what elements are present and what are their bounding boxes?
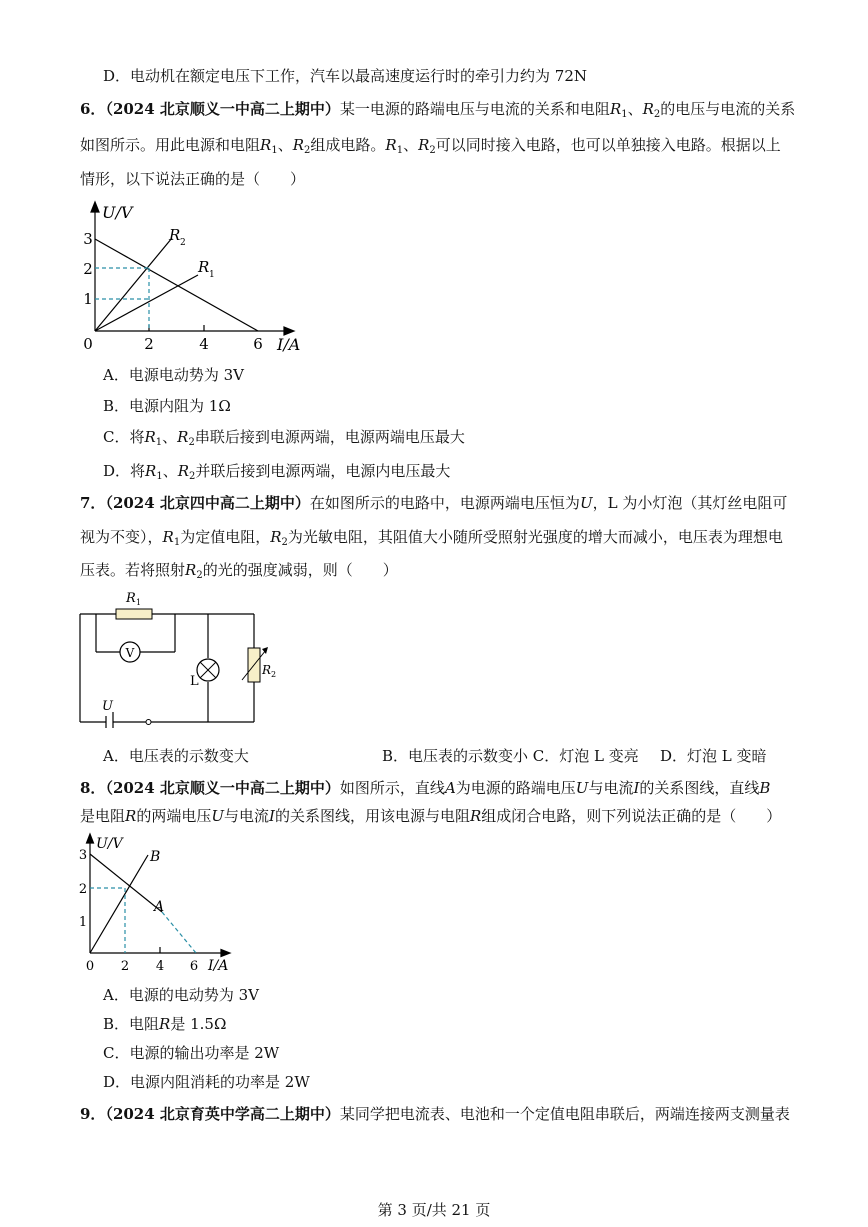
- q6-y-tick-1: 1: [83, 290, 93, 308]
- q6-option-d-text: 并联后接到电源两端，电源内电压最大: [195, 462, 451, 480]
- sym-r: R: [162, 528, 174, 546]
- q6-r2-line: [95, 238, 172, 331]
- q7-text: 在如图所示的电路中，电源两端电压恒为: [309, 494, 580, 512]
- sym-r: R: [270, 528, 282, 546]
- q6-line-1: [80, 99, 795, 125]
- sym-r: R: [125, 807, 137, 825]
- sym-sub: 1: [173, 537, 181, 548]
- q8-option-c[interactable]: C．电源的输出功率是 2W: [103, 1044, 280, 1062]
- sym-sub: 1: [155, 437, 163, 448]
- q7-text: ，L 为小灯泡（其灯丝电阻可: [592, 494, 788, 512]
- sym-r: R: [469, 807, 482, 825]
- q8-option-a[interactable]: A．电源的电动势为 3V: [103, 986, 259, 1004]
- circuit-label-l: L: [190, 674, 199, 689]
- q8-x-tick-2: 2: [120, 959, 130, 974]
- sym-r: R: [177, 462, 190, 480]
- circuit-label-u: U: [102, 699, 113, 714]
- q6-x-label: I/A: [277, 335, 301, 354]
- q8-text: 组成闭合电路，则下列说法正确的是（ ）: [481, 807, 782, 825]
- q6-source: （2024 北京顺义一中高二上期中）: [105, 100, 340, 118]
- q6-option-d[interactable]: [103, 461, 450, 487]
- switch-icon: [146, 720, 151, 725]
- q8-origin: 0: [85, 959, 95, 974]
- q8-x-label: I/A: [208, 958, 229, 974]
- q6-y-tick-2: 2: [83, 260, 93, 278]
- q8-line-1: [80, 778, 770, 798]
- q7-option-d[interactable]: D．灯泡 L 变暗: [660, 747, 767, 765]
- q8-label-b: B: [150, 849, 161, 865]
- q6-label-r1-sub: 1: [209, 270, 215, 280]
- q8-y-tick-3: 3: [78, 848, 88, 863]
- q6-text: 某一电源的路端电压与电流的关系和电阻: [339, 100, 610, 118]
- circuit-label-r1-sub: 1: [136, 598, 142, 607]
- q8-text: 的关系图线，用该电源与电阻: [274, 807, 470, 825]
- q7-text: 为定值电阻，: [180, 528, 271, 546]
- circuit-label-r1: R: [126, 591, 136, 606]
- q9-line-1: [80, 1104, 790, 1124]
- sym-sub: 2: [188, 437, 195, 448]
- q7-line-1: [80, 493, 787, 513]
- q8-y-tick-2: 2: [78, 882, 88, 897]
- sym-a: A: [444, 779, 456, 797]
- q7-text: 视为不变），: [80, 528, 163, 546]
- q6-label-r2: R: [169, 226, 181, 244]
- q6-label-r2-sub: 2: [180, 238, 186, 248]
- q8-source: （2024 北京顺义一中高二上期中）: [105, 779, 340, 797]
- q6-option-c-text: 串联后接到电源两端，电源两端电压最大: [194, 428, 465, 446]
- q6-origin: 0: [83, 335, 93, 353]
- sym-sep: 、: [627, 100, 643, 118]
- q7-text: 的光的强度减弱，则（ ）: [202, 561, 398, 579]
- sym-r: R: [185, 561, 197, 579]
- q8-y-arrow: [87, 834, 94, 843]
- q8-text: 为电源的路端电压: [455, 779, 576, 797]
- q8-ui-graph: [74, 830, 244, 976]
- sym-r: R: [177, 428, 189, 446]
- sym-sub: 1: [621, 109, 628, 120]
- q6-x-tick-6: 6: [253, 335, 263, 353]
- sym-sep: 、: [162, 462, 178, 480]
- q7-source: （2024 北京四中高二上期中）: [105, 494, 310, 512]
- sym-r: R: [145, 462, 157, 480]
- sym-u: U: [579, 494, 593, 512]
- q8-y-label: U/V: [96, 836, 123, 852]
- q6-line-3: 情形，以下说法正确的是（ ）: [80, 170, 306, 188]
- page-footer: 第 3 页/共 21 页: [377, 1201, 491, 1219]
- q6-option-d-text: D．将: [103, 462, 146, 480]
- q9-text: 某同学把电流表、电池和一个定值电阻串联后，两端连接两支测量表: [339, 1105, 790, 1123]
- q8-label-a: A: [154, 899, 165, 915]
- q6-option-b[interactable]: B．电源内阻为 1Ω: [103, 397, 231, 415]
- q7-line-3: [80, 560, 398, 586]
- q8-option-b-text: 是 1.5Ω: [170, 1015, 227, 1033]
- q6-x-tick-2: 2: [144, 335, 154, 353]
- sym-sep: 、: [403, 136, 419, 154]
- circuit-label-v: V: [125, 646, 135, 660]
- q9-number: 9．: [80, 1105, 106, 1123]
- q8-option-d[interactable]: D．电源内阻消耗的功率是 2W: [103, 1073, 310, 1091]
- q8-x-tick-6: 6: [189, 959, 199, 974]
- q8-x-tick-4: 4: [155, 959, 165, 974]
- q6-ui-graph: [80, 196, 320, 358]
- r1-resistor: [116, 609, 152, 619]
- sym-r: R: [642, 100, 654, 118]
- sym-sub: 2: [653, 109, 661, 120]
- q7-line-2: [80, 527, 783, 553]
- q6-text: 组成电路。: [310, 136, 386, 154]
- q6-label-r1: R: [198, 258, 210, 276]
- sym-r: R: [159, 1015, 171, 1033]
- sym-r: R: [418, 136, 430, 154]
- q6-x-tick-4: 4: [199, 335, 209, 353]
- photoresistor-arrowhead: [262, 647, 268, 654]
- sym-r: R: [144, 428, 156, 446]
- q8-line-a-extension: [162, 912, 196, 953]
- sym-i: I: [269, 807, 275, 825]
- q6-option-c[interactable]: [103, 427, 465, 453]
- q7-text: 压表。若将照射: [80, 561, 186, 579]
- circuit-label-r2: R: [262, 663, 272, 677]
- q6-line-2: [80, 135, 781, 161]
- sym-r: R: [385, 136, 397, 154]
- sym-sub: 1: [271, 145, 278, 156]
- q8-option-b[interactable]: [103, 1014, 226, 1034]
- q6-y-label: U/V: [102, 203, 133, 222]
- q6-text: 如图所示。用此电源和电阻: [80, 136, 261, 154]
- sym-sub: 1: [396, 145, 404, 156]
- q8-line-2: [80, 806, 781, 826]
- q8-text: 是电阻: [80, 807, 126, 825]
- q7-circuit-diagram: [76, 586, 286, 728]
- q7-option-a[interactable]: A．电压表的示数变大: [103, 747, 249, 765]
- sym-r: R: [609, 100, 622, 118]
- q6-text: 可以同时接入电路，也可以单独接入电路。根据以上: [435, 136, 781, 154]
- sym-sub: 2: [429, 145, 436, 156]
- q6-x-arrow: [284, 327, 294, 335]
- circuit-label-r2-sub: 2: [271, 670, 277, 679]
- sym-i: I: [633, 779, 640, 797]
- sym-sub: 1: [156, 471, 163, 482]
- sym-sub: 2: [304, 145, 311, 156]
- q8-text: 与电流: [223, 807, 269, 825]
- sym-u: U: [575, 779, 589, 797]
- q6-y-arrow: [91, 202, 99, 212]
- q8-option-b-text: B．电阻: [103, 1015, 160, 1033]
- q8-line-b: [90, 855, 148, 953]
- q7-option-bc[interactable]: B．电压表的示数变小 C．灯泡 L 变亮: [382, 747, 639, 765]
- q7-text: 为光敏电阻，其阻值大小随所受照射光强度的增大而减小，电压表为理想电: [287, 528, 783, 546]
- q8-text: 的关系图线，直线: [639, 779, 760, 797]
- prev-option-d: D．电动机在额定电压下工作，汽车以最高速度运行时的牵引力约为 72N: [103, 67, 588, 85]
- sym-sub: 2: [189, 471, 196, 482]
- q6-number: 6．: [80, 100, 106, 118]
- q8-text: 的两端电压: [136, 807, 212, 825]
- q9-source: （2024 北京育英中学高二上期中）: [105, 1105, 340, 1123]
- q6-option-c-text: C．将: [103, 428, 145, 446]
- sym-sub: 2: [281, 537, 288, 548]
- sym-sep: 、: [162, 428, 178, 446]
- q6-r1-line: [95, 275, 198, 331]
- q8-text: 与电流: [588, 779, 634, 797]
- q8-number: 8．: [80, 779, 106, 797]
- q6-option-a[interactable]: A．电源电动势为 3V: [103, 366, 244, 384]
- q6-y-tick-3: 3: [83, 230, 93, 248]
- sym-b: B: [759, 779, 771, 797]
- sym-sub: 2: [196, 570, 203, 581]
- q7-number: 7．: [80, 494, 106, 512]
- q8-y-tick-1: 1: [78, 915, 88, 930]
- sym-u: U: [211, 807, 224, 825]
- sym-r: R: [292, 136, 304, 154]
- sym-r: R: [260, 136, 272, 154]
- q8-text: 如图所示，直线: [339, 779, 445, 797]
- sym-sep: 、: [277, 136, 293, 154]
- q8-x-arrow: [221, 950, 230, 957]
- q6-text: 的电压与电流的关系: [660, 100, 796, 118]
